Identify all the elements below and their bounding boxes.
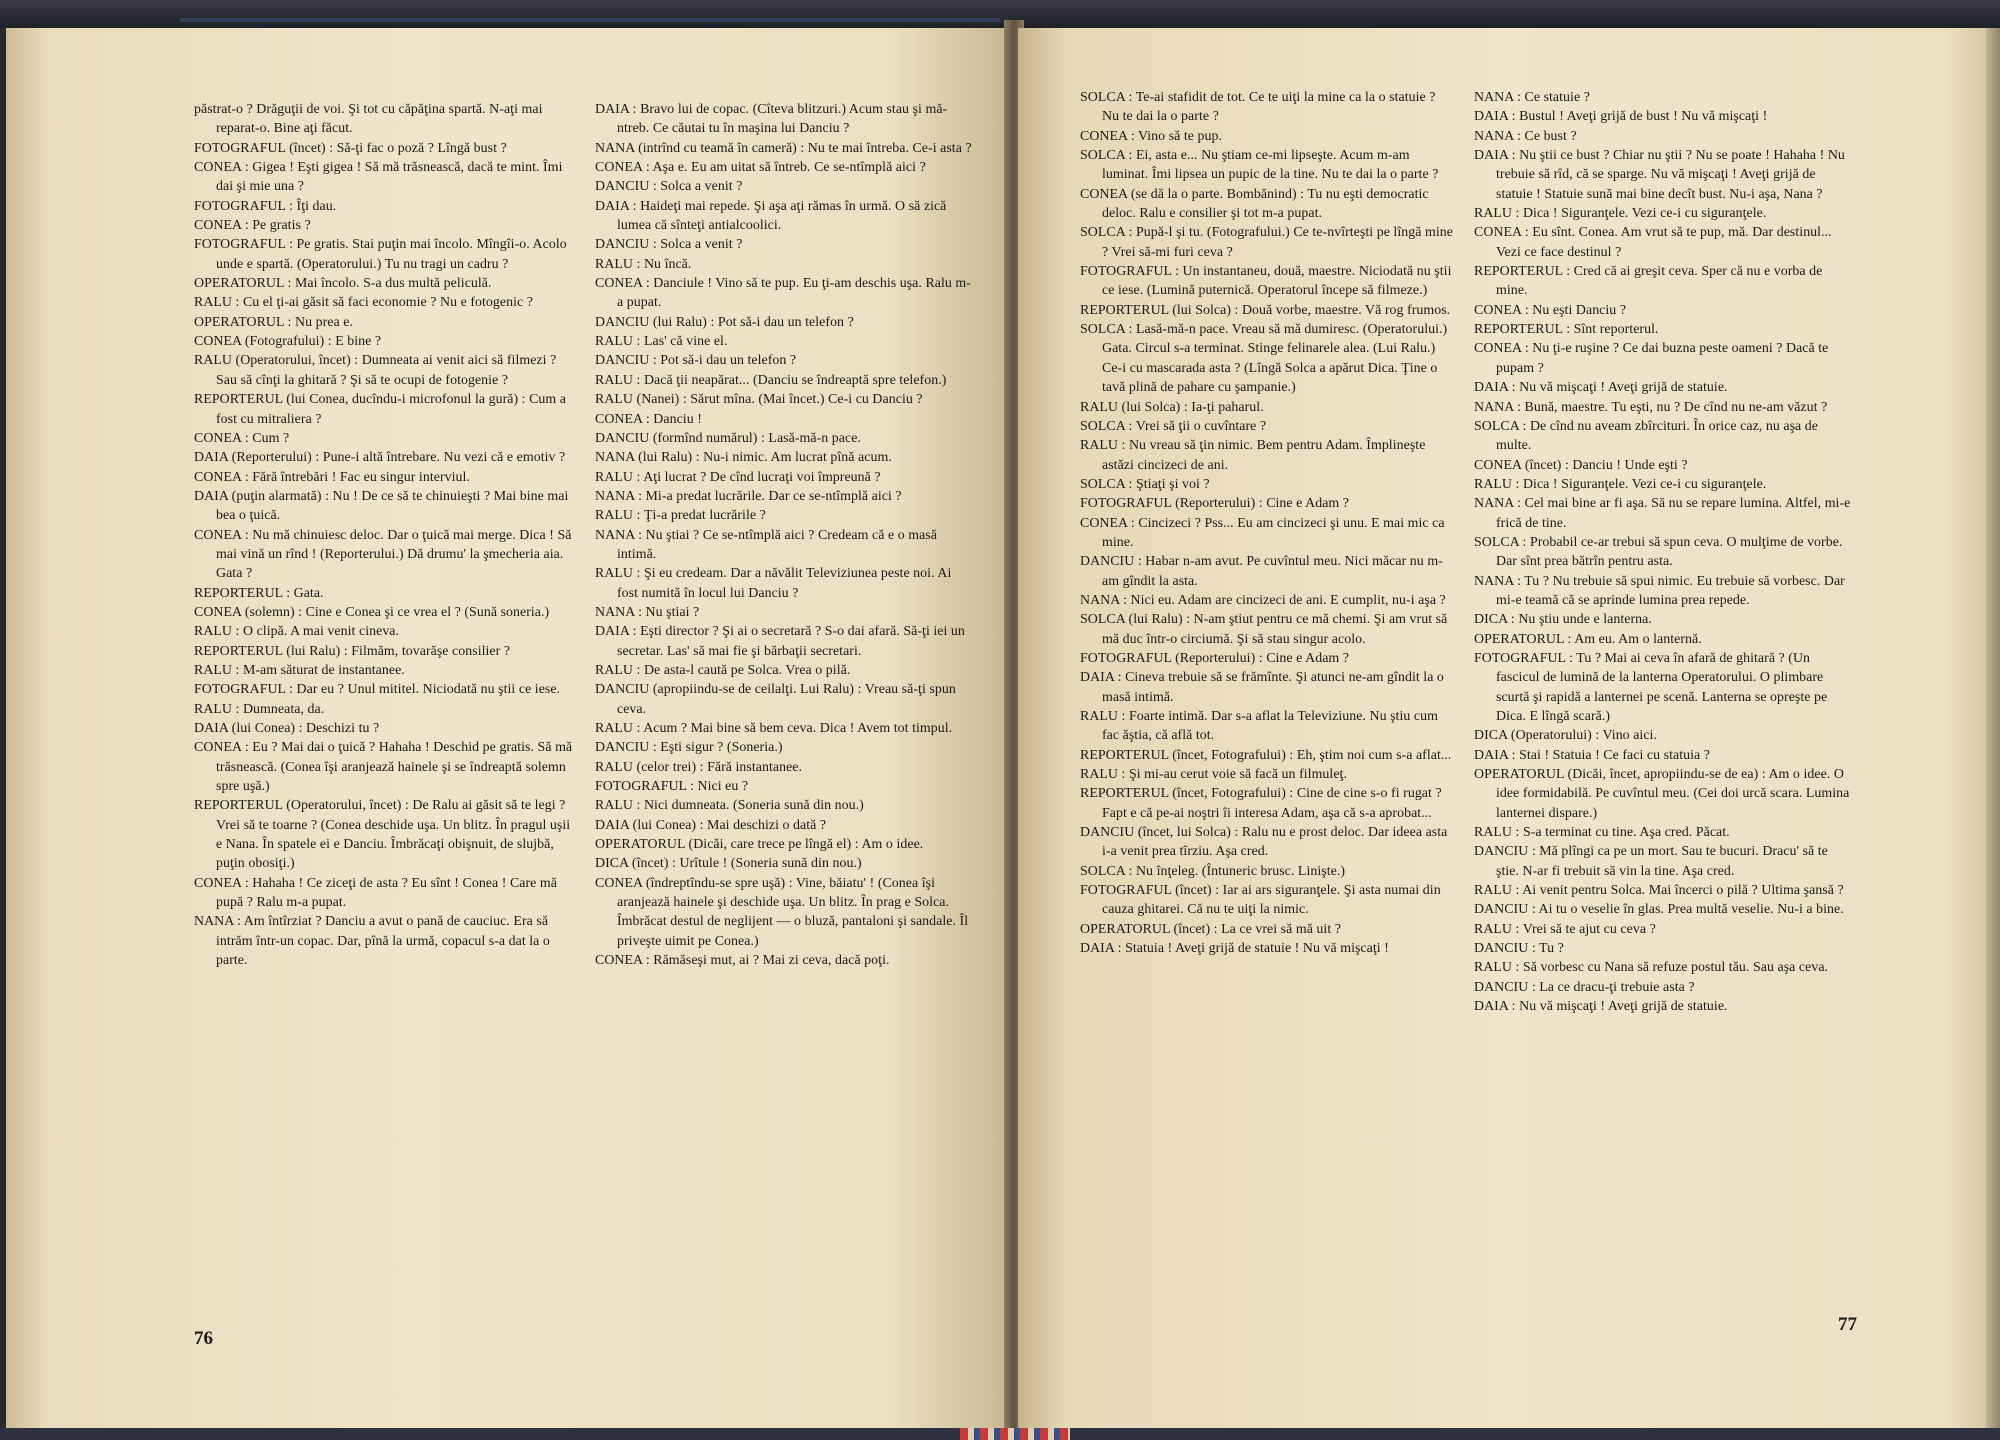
dialogue-turn: RALU (lui Solca) : Ia-ţi paharul. — [1080, 399, 1264, 415]
dialogue-turn: DAIA : Eşti director ? Şi ai o secretară ? S-o dai afară. Să-ţi iei un secretar. Las' să mai fie şi bărbaţii secretari. — [595, 624, 965, 659]
dialogue-turn: REPORTERUL (lui Ralu) : Filmăm, tovarăşe consilier ? — [194, 643, 511, 659]
dialogue-turn: REPORTERUL (lui Solca) : Două vorbe, maestre. Vă rog frumos. — [1080, 302, 1451, 318]
dialogue-turn: CONEA : Nu eşti Danciu ? — [1474, 302, 1627, 318]
right-page-column-1 — [1080, 88, 1456, 1428]
dialogue-turn: DAIA (Reporterului) : Pune-i altă întrebare. Nu vezi că e emotiv ? — [194, 450, 566, 466]
dialogue-turn: RALU : Ţi-a predat lucrările ? — [595, 508, 766, 524]
dialogue-turn: DANCIU (formînd numărul) : Lasă-mă-n pace. — [595, 430, 861, 446]
dialogue-turn: RALU : Dacă ţii neapărat... (Danciu se îndreaptă spre telefon.) — [595, 372, 947, 388]
dialogue-turn: CONEA : Hahaha ! Ce ziceţi de asta ? Eu sînt ! Conea ! Care mă pupă ? Ralu m-a pupat. — [194, 875, 557, 911]
dialogue-turn: CONEA : Fără întrebări ! Fac eu singur interviul. — [194, 469, 470, 485]
binding-stripe — [180, 18, 1000, 22]
dialogue-turn: NANA : Mi-a predat lucrările. Dar ce se-ntîmplă aici ? — [595, 488, 902, 504]
dialogue-turn: OPERATORUL : Mai încolo. S-a dus multă peliculă. — [194, 276, 492, 292]
dialogue-turn: RALU : Dumneata, da. — [194, 701, 325, 717]
dialogue-turn: CONEA (solemn) : Cine e Conea şi ce vrea el ? (Sună soneria.) — [194, 604, 550, 620]
dialogue-turn: DICA (Operatorului) : Vino aici. — [1474, 728, 1657, 744]
dialogue-turn: NANA : Ce statuie ? — [1474, 90, 1590, 105]
dialogue-turn: DAIA (lui Conea) : Mai deschizi o dată ? — [595, 817, 827, 833]
dialogue-turn: REPORTERUL : Cred că ai greşit ceva. Sper că nu e vorba de mine. — [1474, 264, 1823, 299]
book-binding-top — [0, 0, 2000, 28]
dialogue-turn: FOTOGRAFUL (încet) : Să-ţi fac o poză ? Lîngă bust ? — [194, 140, 507, 156]
dialogue-turn: FOTOGRAFUL : Tu ? Mai ai ceva în afară de ghitară ? (Un fascicul de lumină de la lanterna Operatorului. O plimbare scurtă şi rapidă a lanternei pe scenă. Lanterna se opreşte pe Dica. E lîngă scară.) — [1474, 650, 1828, 724]
dialogue-turn: NANA : Am întîrziat ? Danciu a avut o pană de cauciuc. Era să intrăm într-un copac. Dar, pînă la urmă, copacul s-a dat la o parte. — [194, 914, 550, 969]
dialogue-turn: REPORTERUL (Operatorului, încet) : De Ralu ai găsit să te legi ? Vrei să te toarne ? (Conea deschide uşa. Un blitz. În pragul uşii e Nana. În spatele ei e Danciu. Îmbrăcaţi obişnuit, de slujbă, puţin obosiţi.) — [194, 798, 571, 872]
dialogue-turn: OPERATORUL : Nu prea e. — [194, 314, 353, 330]
dialogue-turn: RALU : O clipă. A mai venit cineva. — [194, 624, 400, 640]
dialogue-turn: DAIA (puţin alarmată) : Nu ! De ce să te chinuieşti ? Mai bine mai bea o ţuică. — [194, 488, 569, 524]
dialogue-turn: RALU (celor trei) : Fără instantanee. — [595, 759, 803, 775]
dialogue-turn: SOLCA : Probabil ce-ar trebui să spun ceva. O mulţime de vorbe. Dar sînt prea bătrîn pentru asta. — [1474, 534, 1843, 570]
dialogue-turn: RALU : M-am săturat de instantanee. — [194, 662, 405, 678]
right-page — [1018, 28, 1986, 1428]
dialogue-turn: NANA : Ce bust ? — [1474, 128, 1577, 144]
dialogue-turn: NANA : Bună, maestre. Tu eşti, nu ? De cînd nu ne-am văzut ? — [1474, 399, 1828, 415]
dialogue-turn: NANA : Nici eu. Adam are cincizeci de ani. E cumplit, nu-i aşa ? — [1080, 592, 1446, 608]
dialogue-turn: DAIA : Nu ştii ce bust ? Chiar nu ştii ? Nu se poate ! Hahaha ! Nu trebuie să rîd, că se sparge. Nu vă mişcaţi ! Aveţi grijă de statuie ! Statuie sună mai bine decît bust. Nu-i aşa, Nana ? — [1474, 148, 1845, 202]
dialogue-turn: DANCIU : La ce dracu-ţi trebuie asta ? — [1474, 979, 1695, 995]
dialogue-turn: FOTOGRAFUL : Nici eu ? — [595, 779, 749, 795]
dialogue-turn: DAIA : Bustul ! Aveţi grijă de bust ! Nu vă mişcaţi ! — [1474, 109, 1768, 125]
dialogue-turn: OPERATORUL (Dicăi, încet, apropiindu-se de ea) : Am o idee. O idee formidabilă. Pe cuvîntul meu. (Cei doi urcă scara. Lumina lanternei dispare.) — [1474, 767, 1850, 821]
dialogue-turn: FOTOGRAFUL (Reporterului) : Cine e Adam ? — [1080, 496, 1350, 512]
dialogue-turn: CONEA : Cincizeci ? Pss... Eu am cincizeci şi unu. E mai mic ca mine. — [1080, 515, 1445, 550]
dialogue-turn: DAIA : Nu vă mişcaţi ! Aveţi grijă de statuie. — [1474, 380, 1728, 396]
dialogue-turn: NANA (lui Ralu) : Nu-i nimic. Am lucrat pînă acum. — [595, 450, 892, 466]
dialogue-turn: CONEA : Nu mă chinuiesc deloc. Dar o ţuică mai merge. Dica ! Să mai vină un rînd ! (Reporterului.) Dă drumu' la şmecheria aia. Gata ? — [194, 527, 572, 582]
dialogue-turn: RALU : Las' că vine el. — [595, 334, 728, 350]
dialogue-turn: CONEA (Fotografului) : E bine ? — [194, 334, 382, 350]
dialogue-turn: RALU : Foarte intimă. Dar s-a aflat la Televiziune. Nu ştiu cum fac ăştia, că află tot. — [1080, 709, 1438, 744]
dialogue-turn: CONEA : Vino să te pup. — [1080, 128, 1223, 144]
dialogue-turn: CONEA : Eu sînt. Conea. Am vrut să te pup, mă. Dar destinul... Vezi ce face destinul ? — [1474, 225, 1832, 260]
dialogue-turn: NANA : Tu ? Nu trebuie să spui nimic. Eu trebuie să vorbesc. Dar mi-e teamă că se aprinde lumina prea repede. — [1474, 573, 1845, 608]
dialogue-turn: RALU : Şi mi-au cerut voie să facă un filmuleţ. — [1080, 767, 1347, 783]
dialogue-turn: DAIA (lui Conea) : Deschizi tu ? — [194, 721, 380, 736]
dialogue-turn: RALU (Nanei) : Sărut mîna. (Mai încet.) Ce-i cu Danciu ? — [595, 392, 923, 408]
dialogue-turn: SOLCA : Vrei să ţii o cuvîntare ? — [1080, 418, 1267, 434]
dialogue-turn: NANA : Nu ştiai ? Ce se-ntîmplă aici ? Credeam că e o masă intimă. — [595, 527, 937, 562]
page-edges — [1986, 28, 2000, 1428]
dialogue-turn: DAIA : Stai ! Statuia ! Ce faci cu statuia ? — [1474, 747, 1710, 763]
dialogue-turn: SOLCA : Ei, asta e... Nu ştiam ce-mi lipseşte. Acum m-am luminat. Îmi lipsea un pupic de la tine. Nu te dai la o parte ? — [1080, 148, 1439, 183]
dialogue-turn: FOTOGRAFUL : Un instantaneu, două, maestre. Niciodată nu ştii ce iese. (Lumină puternică. Operatorul începe să filmeze.) — [1080, 264, 1452, 299]
dialogue-turn: DANCIU : Habar n-am avut. Pe cuvîntul meu. Nici măcar nu m-am gîndit la asta. — [1080, 554, 1443, 589]
dialogue-turn: CONEA (se dă la o parte. Bombănind) : Tu nu eşti democratic deloc. Ralu e consilier şi tot m-a pupat. — [1080, 186, 1429, 222]
dialogue-turn: CONEA : Eu ? Mai dai o ţuică ? Hahaha ! Deschid pe gratis. Să mă trăsnească. (Conea îşi aranjează hainele şi se îndreaptă solemn spre uşă.) — [194, 740, 573, 795]
dialogue-turn: RALU : Şi eu credeam. Dar a năvălit Televiziunea peste noi. Ai fost numită în locul lui Danciu ? — [595, 566, 952, 601]
dialogue-turn: SOLCA (lui Ralu) : N-am ştiut pentru ce mă chemi. Şi am vrut să mă duc într-o circiumă. Şi să stau singur acolo. — [1080, 612, 1448, 647]
dialogue-turn: DANCIU : Solca a venit ? — [595, 237, 743, 253]
dialogue-turn: RALU : Să vorbesc cu Nana să refuze postul tău. Sau aşa ceva. — [1474, 960, 1829, 976]
dialogue-turn: DANCIU : Ai tu o veselie în glas. Prea multă veselie. Nu-i a bine. — [1474, 902, 1844, 918]
dialogue-turn: NANA (intrînd cu teamă în cameră) : Nu te mai întreba. Ce-i asta ? — [595, 140, 972, 156]
dialogue-turn: CONEA : Nu ţi-e ruşine ? Ce dai buzna peste oameni ? Dacă te pupam ? — [1474, 341, 1829, 376]
dialogue-turn: RALU : S-a terminat cu tine. Aşa cred. Păcat. — [1474, 825, 1730, 841]
dialogue-turn: RALU : Aţi lucrat ? De cînd lucraţi voi împreună ? — [595, 469, 881, 485]
dialogue-turn: RALU : Vrei să te ajut cu ceva ? — [1474, 921, 1656, 937]
dialogue-turn: RALU : Nici dumneata. (Soneria sună din nou.) — [595, 798, 864, 814]
dialogue-turn: CONEA : Cum ? — [194, 430, 290, 446]
dialogue-turn: RALU : Nu încă. — [595, 256, 692, 272]
dialogue-turn: SOLCA : Te-ai stafidit de tot. Ce te uiţi la mine ca la o statuie ? Nu te dai la o parte ? — [1080, 90, 1436, 125]
left-page — [6, 28, 1012, 1428]
dialogue-turn: FOTOGRAFUL (încet) : Iar ai ars siguranţele. Şi asta numai din cauza ghitarei. Că nu te uiţi la nimic. — [1080, 883, 1441, 918]
dialogue-turn: DANCIU : Eşti sigur ? (Soneria.) — [595, 740, 783, 756]
dialogue-turn: OPERATORUL (încet) : La ce vrei să mă uit ? — [1080, 921, 1341, 937]
dialogue-turn: DANCIU : Pot să-i dau un telefon ? — [595, 353, 797, 369]
dialogue-turn: DANCIU : Mă plîngi ca pe un mort. Sau te bucuri. Dracu' să te ştie. N-ar fi trebuit să vin la tine. Aşa cred. — [1474, 844, 1828, 879]
dialogue-turn: SOLCA : Pupă-l şi tu. (Fotografului.) Ce te-nvîrteşti pe lîngă mine ? Vrei să-mi furi ceva ? — [1080, 225, 1453, 260]
dialogue-turn: SOLCA : Lasă-mă-n pace. Vreau să mă dumiresc. (Operatorului.) Gata. Circul s-a terminat. Stinge felinarele alea. (Lui Ralu.) Ce-i cu mascarada asta ? (Lîngă Solca a apărut Dica. Ţine o tavă plină de pahare cu şampanie.) — [1080, 322, 1448, 396]
dialogue-turn: CONEA : Aşa e. Eu am uitat să întreb. Ce se-ntîmplă aici ? — [595, 160, 926, 176]
dialogue-turn: SOLCA : De cînd nu aveam zbîrcituri. În orice caz, nu aşa de multe. — [1474, 418, 1818, 454]
dialogue-turn: OPERATORUL (Dicăi, care trece pe lîngă el) : Am o idee. — [595, 837, 924, 853]
dialogue-turn: FOTOGRAFUL : Pe gratis. Stai puţin mai încolo. Mîngîi-o. Acolo unde e spartă. (Operatorului.) Tu nu tragi un cadru ? — [194, 237, 567, 272]
dialogue-turn: SOLCA : Ştiaţi şi voi ? — [1080, 476, 1210, 492]
dialogue-turn: păstrat-o ? Drăguţii de voi. Şi tot cu căpăţina spartă. N-aţi mai reparat-o. Bine aţi făcut. — [194, 102, 543, 137]
dialogue-turn: REPORTERUL : Gata. — [194, 585, 324, 601]
dialogue-turn: DICA (încet) : Urîtule ! (Soneria sună din nou.) — [595, 856, 862, 872]
dialogue-turn: CONEA (încet) : Danciu ! Unde eşti ? — [1474, 457, 1688, 473]
dialogue-turn: DAIA : Bravo lui de copac. (Cîteva blitzuri.) Acum stau şi mă-ntreb. Ce căutai tu în maşina lui Danciu ? — [595, 102, 948, 137]
dialogue-turn: CONEA : Gigea ! Eşti gigea ! Să mă trăsnească, dacă te mint. Îmi dai şi mie una ? — [194, 160, 563, 195]
dialogue-turn: CONEA : Rămăseşi mut, ai ? Mai zi ceva, dacă poţi. — [595, 953, 890, 969]
dialogue-turn: FOTOGRAFUL : Îţi dau. — [194, 198, 337, 214]
right-page-column-2 — [1474, 88, 1854, 1428]
dialogue-turn: REPORTERUL : Sînt reporterul. — [1474, 322, 1659, 338]
bookmark-ribbon — [960, 1428, 1070, 1440]
dialogue-turn: DANCIU : Solca a venit ? — [595, 179, 743, 195]
dialogue-turn: OPERATORUL : Am eu. Am o lanternă. — [1474, 631, 1702, 647]
dialogue-turn: RALU : Ai venit pentru Solca. Mai încerci o pilă ? Ultima şansă ? — [1474, 883, 1844, 899]
dialogue-turn: RALU : Cu el ţi-ai găsit să faci economie ? Nu e fotogenic ? — [194, 295, 533, 311]
dialogue-turn: FOTOGRAFUL (Reporterului) : Cine e Adam ? — [1080, 650, 1350, 666]
dialogue-turn: REPORTERUL (lui Conea, ducîndu-i microfonul la gură) : Cum a fost cu mitraliera ? — [194, 392, 567, 427]
dialogue-turn: RALU : Dica ! Siguranţele. Vezi ce-i cu siguranţele. — [1474, 476, 1767, 492]
left-page-column-1 — [194, 100, 576, 1428]
dialogue-turn: CONEA : Danciu ! — [595, 411, 702, 427]
dialogue-turn: CONEA : Pe gratis ? — [194, 218, 311, 234]
dialogue-turn: CONEA : Danciule ! Vino să te pup. Eu ţi-am deschis uşa. Ralu m-a pupat. — [595, 276, 971, 311]
dialogue-turn: REPORTERUL (încet, Fotografului) : Eh, ştim noi cum s-a aflat... — [1080, 747, 1452, 763]
dialogue-turn: DAIA : Statuia ! Aveţi grijă de statuie ! Nu vă mişcaţi ! — [1080, 941, 1389, 957]
dialogue-turn: SOLCA : Nu înţeleg. (Întuneric brusc. Linişte.) — [1080, 863, 1346, 879]
dialogue-turn: DICA : Nu ştiu unde e lanterna. — [1474, 612, 1652, 628]
dialogue-turn: DANCIU : Tu ? — [1474, 941, 1564, 957]
page-number-right: 77 — [1838, 1314, 1857, 1335]
page-number-left: 76 — [194, 1328, 213, 1349]
dialogue-turn: RALU : De asta-l caută pe Solca. Vrea o pilă. — [595, 662, 851, 678]
dialogue-turn: DAIA : Cineva trebuie să se frămînte. Şi atunci ne-am gîndit la o masă intimă. — [1080, 670, 1444, 705]
dialogue-turn: RALU : Dica ! Siguranţele. Vezi ce-i cu siguranţele. — [1474, 206, 1767, 222]
dialogue-turn: CONEA (îndreptîndu-se spre uşă) : Vine, băiatu' ! (Conea îşi aranjează hainele şi deschide uşa. Un blitz. În prag e Solca. Îmbrăcat destul de neglijent — o bluză, pantaloni şi sandale. Îl priveşte uimit pe Conea.) — [595, 875, 969, 949]
dialogue-turn: NANA : Nu ştiai ? — [595, 604, 700, 620]
dialogue-turn: NANA : Cel mai bine ar fi aşa. Să nu se repare lumina. Altfel, mi-e frică de tine. — [1474, 496, 1851, 531]
left-page-column-2 — [595, 100, 973, 1428]
dialogue-turn: REPORTERUL (încet, Fotografului) : Cine de cine s-o fi rugat ? Fapt e că pe-ai noştri îi interesa Adam, aşa că s-a aprobat... — [1080, 786, 1442, 821]
dialogue-turn: DANCIU (încet, lui Solca) : Ralu nu e prost deloc. Dar ideea asta i-a venit prea tîrziu. Aşa cred. — [1080, 825, 1448, 860]
dialogue-turn: RALU : Nu vreau să ţin nimic. Bem pentru Adam. Împlineşte astăzi cincizeci de ani. — [1080, 438, 1426, 473]
dialogue-turn: DAIA : Nu vă mişcaţi ! Aveţi grijă de statuie. — [1474, 999, 1728, 1015]
dialogue-turn: RALU : Acum ? Mai bine să bem ceva. Dica ! Avem tot timpul. — [595, 721, 953, 736]
dialogue-turn: RALU (Operatorului, încet) : Dumneata ai venit aici să filmezi ? Sau să cînţi la ghitară ? Şi să te ocupi de fotogenie ? — [194, 353, 557, 388]
dialogue-turn: DANCIU (apropiindu-se de ceilalţi. Lui Ralu) : Vreau să-ţi spun ceva. — [595, 682, 956, 717]
dialogue-turn: FOTOGRAFUL : Dar eu ? Unul mititel. Niciodată nu ştii ce iese. — [194, 682, 561, 698]
dialogue-turn: DANCIU (lui Ralu) : Pot să-i dau un telefon ? — [595, 314, 854, 330]
dialogue-turn: DAIA : Haideţi mai repede. Şi aşa aţi rămas în urmă. O să zică lumea că sînteţi antialcoolici. — [595, 198, 947, 234]
